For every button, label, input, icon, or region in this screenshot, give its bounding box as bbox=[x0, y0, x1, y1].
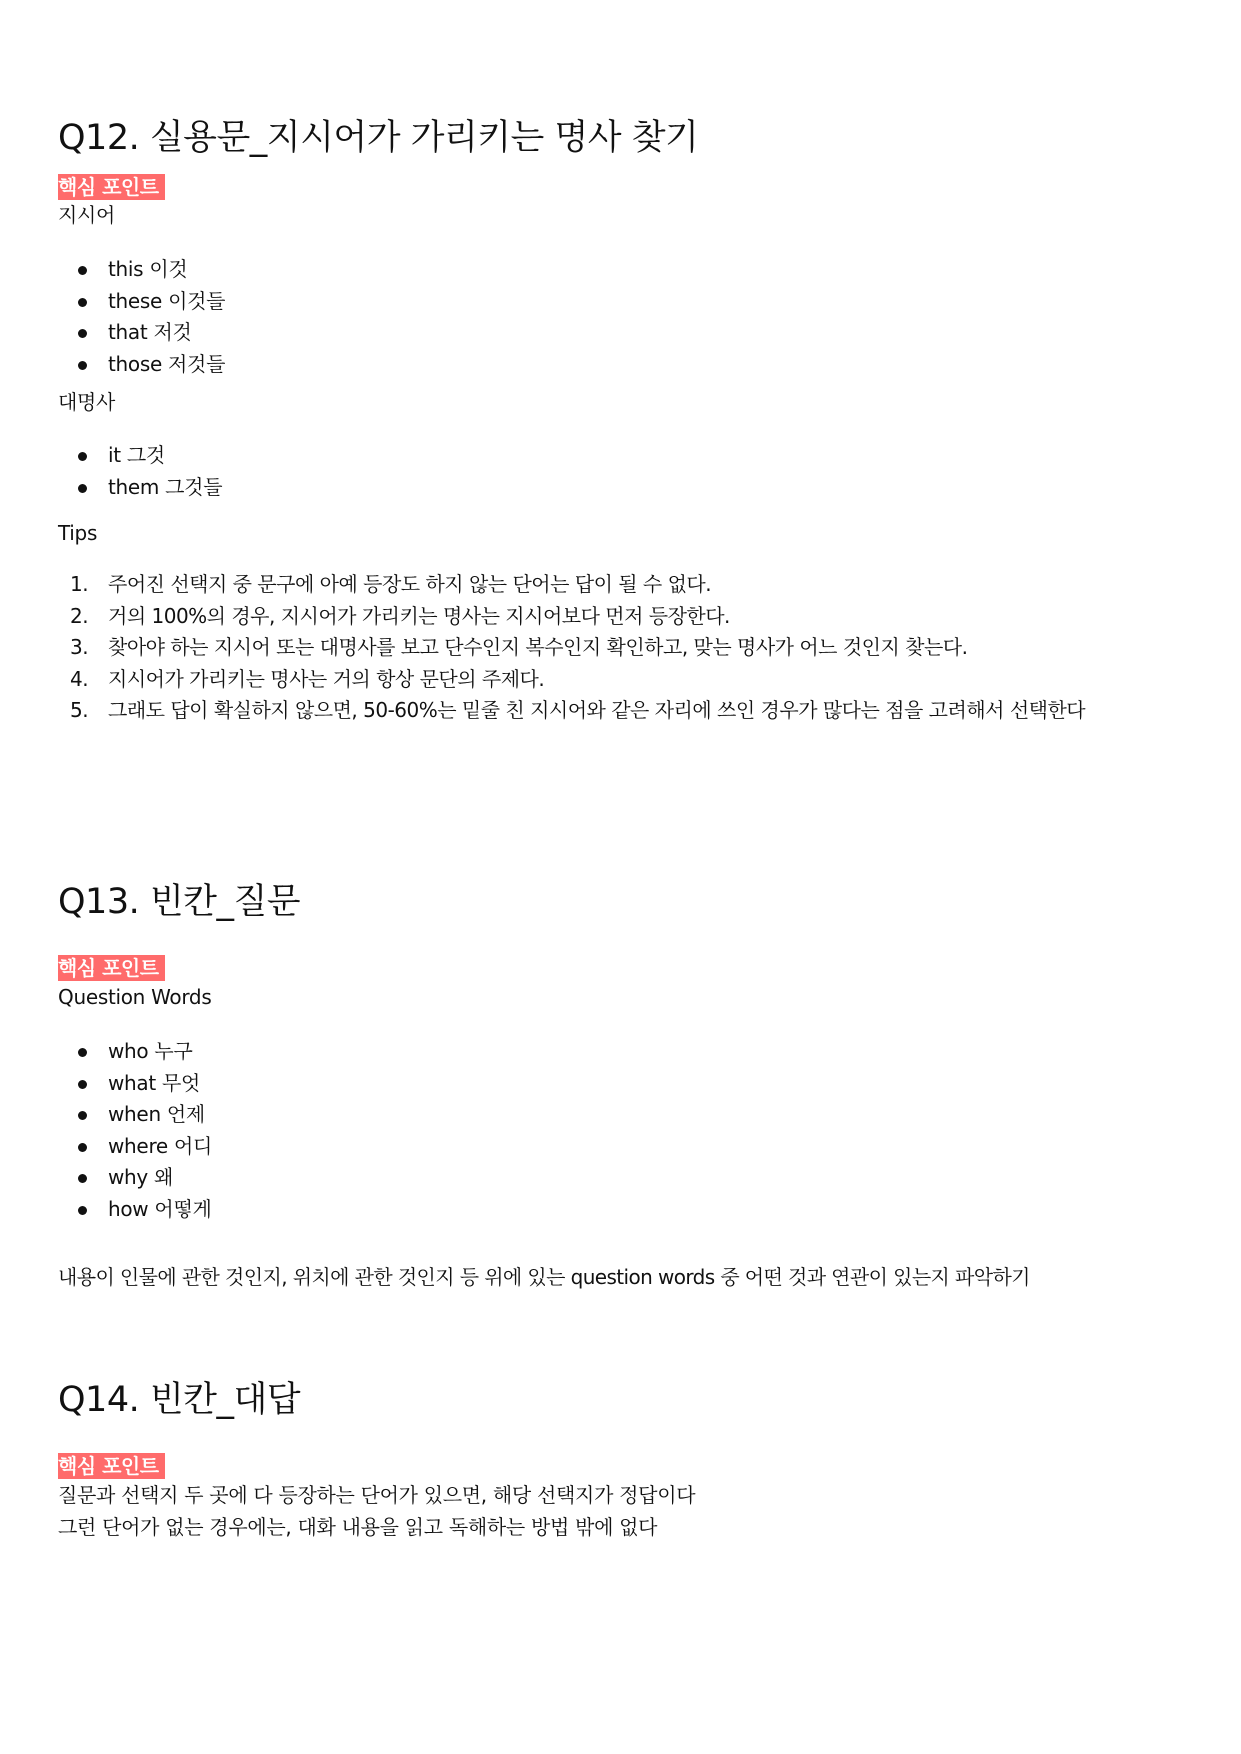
q13-key-point-badge: 핵심 포인트 bbox=[58, 955, 165, 981]
list-item: when 언제 bbox=[58, 1099, 212, 1131]
bullet-icon bbox=[78, 298, 87, 307]
q13-title: Q13. 빈칸_질문 bbox=[58, 882, 301, 922]
q12-title: Q12. 실용문_지시어가 가리키는 명사 찾기 bbox=[58, 118, 699, 158]
q14-line-2: 그런 단어가 없는 경우에는, 대화 내용을 읽고 독해하는 방법 밖에 없다 bbox=[58, 1515, 658, 1539]
list-item: 1. 주어진 선택지 중 문구에 아예 등장도 하지 않는 단어는 답이 될 수 없다. bbox=[70, 572, 712, 596]
list-item: it 그것 bbox=[58, 440, 222, 472]
q13-question-words-label: Question Words bbox=[58, 985, 212, 1009]
list-item: 3. 찾아야 하는 지시어 또는 대명사를 보고 단수인지 복수인지 확인하고, 맞는 명사가 어느 것인지 찾는다. bbox=[70, 635, 968, 659]
bullet-icon bbox=[78, 1143, 87, 1152]
q12-tips-list bbox=[58, 569, 1085, 727]
q12-pronouns-list bbox=[58, 440, 222, 503]
bullet-icon bbox=[78, 1174, 87, 1183]
bullet-icon bbox=[78, 484, 87, 493]
q12-demonstratives-list bbox=[58, 254, 225, 380]
list-item: those 저것들 bbox=[58, 349, 225, 381]
list-item: 2. 거의 100%의 경우, 지시어가 가리키는 명사는 지시어보다 먼저 등장한다. bbox=[70, 603, 730, 628]
q12-tips-label: Tips bbox=[58, 521, 98, 545]
q14-line-1: 질문과 선택지 두 곳에 다 등장하는 단어가 있으면, 해당 선택지가 정답이다 bbox=[58, 1483, 696, 1507]
q12-pronouns-label: 대명사 bbox=[58, 390, 116, 414]
list-item: 5. 그래도 답이 확실하지 않으면, 50-60%는 밑줄 친 지시어와 같은 자리에 쓰인 경우가 많다는 점을 고려해서 선택한다 bbox=[70, 698, 1086, 722]
q12-key-point-badge: 핵심 포인트 bbox=[58, 174, 165, 200]
bullet-icon bbox=[78, 1080, 87, 1089]
list-item: these 이것들 bbox=[58, 286, 225, 318]
bullet-icon bbox=[78, 1206, 87, 1215]
bullet-icon bbox=[78, 1048, 87, 1057]
bullet-icon bbox=[78, 329, 87, 338]
list-item: who 누구 bbox=[58, 1036, 212, 1068]
list-item: 4. 지시어가 가리키는 명사는 거의 항상 문단의 주제다. bbox=[70, 666, 545, 691]
bullet-icon bbox=[78, 266, 87, 275]
bullet-icon bbox=[78, 361, 87, 370]
bullet-icon bbox=[78, 1111, 87, 1120]
list-item: why 왜 bbox=[58, 1162, 212, 1194]
list-item: that 저것 bbox=[58, 317, 225, 349]
list-item: how 어떻게 bbox=[58, 1194, 212, 1226]
q12-demonstratives-label: 지시어 bbox=[58, 203, 116, 227]
q13-note: 내용이 인물에 관한 것인지, 위치에 관한 것인지 등 위에 있는 question words 중 어떤 것과 연관이 있는지 파악하기 bbox=[58, 1265, 1030, 1289]
q14-key-point-badge: 핵심 포인트 bbox=[58, 1453, 165, 1479]
q14-title: Q14. 빈칸_대답 bbox=[58, 1380, 301, 1420]
list-item: where 어디 bbox=[58, 1131, 212, 1163]
list-item: this 이것 bbox=[58, 254, 225, 286]
bullet-icon bbox=[78, 452, 87, 461]
list-item: what 무엇 bbox=[58, 1068, 212, 1100]
q13-question-words-list bbox=[58, 1036, 212, 1225]
list-item: them 그것들 bbox=[58, 472, 222, 504]
